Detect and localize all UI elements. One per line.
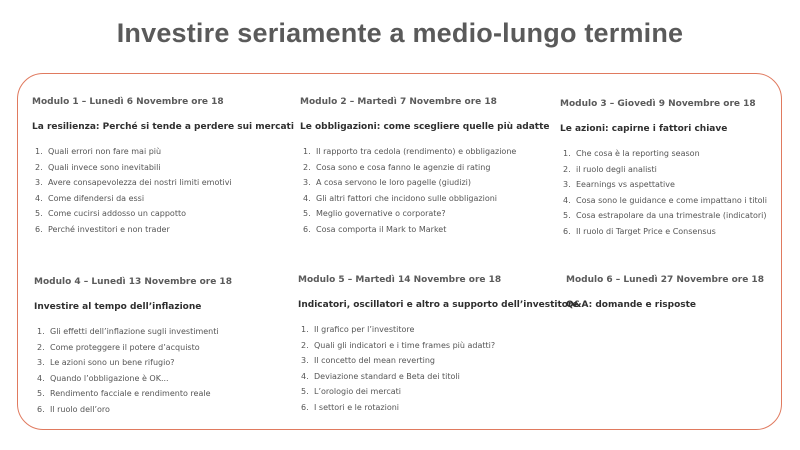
list-item [34, 402, 232, 418]
item-number: 4. [301, 371, 309, 381]
item-number: 2. [563, 164, 571, 174]
item-text: Perché investitori e non trader [48, 224, 170, 234]
list-item [560, 177, 767, 193]
item-text: Avere consapevolezza dei nostri limiti emotivi [48, 178, 232, 187]
item-text: Meglio governative o corporate? [316, 209, 446, 218]
list-item [298, 338, 579, 354]
list-item [298, 400, 579, 416]
item-text: Cosa sono e cosa fanno le agenzie di rating [316, 162, 491, 172]
item-number: 3. [37, 358, 45, 367]
item-number: 2. [37, 342, 45, 352]
item-number: 5. [35, 209, 43, 218]
module-header: Modulo 5 – Martedì 14 Novembre ore 18 [298, 275, 502, 285]
module-4 [34, 277, 232, 417]
item-number: 1. [563, 149, 571, 158]
list-item [298, 322, 579, 338]
module-topics [300, 144, 550, 237]
item-text: Il grafico per l’investitore [314, 325, 415, 334]
item-number: 5. [301, 387, 309, 396]
item-text: Quali gli indicatori e i time frames più adatti? [314, 340, 496, 350]
list-item [34, 355, 232, 371]
item-number: 3. [563, 180, 571, 189]
list-item [300, 144, 550, 160]
list-item [560, 208, 767, 224]
item-text: il ruolo degli analisti [576, 164, 657, 174]
item-number: 6. [301, 402, 309, 412]
item-text: Il rapporto tra cedola (rendimento) e obbligazione [316, 147, 517, 156]
item-text: Cosa estrapolare da una trimestrale (indicatori) [576, 211, 767, 220]
module-topics [32, 144, 294, 237]
item-number: 4. [303, 193, 311, 203]
item-number: 6. [303, 224, 311, 234]
item-number: 2. [301, 340, 309, 350]
module-1 [32, 97, 294, 237]
module-subtitle: Indicatori, oscillatori e altro a supporto dell’investitore [298, 300, 579, 310]
list-item [300, 175, 550, 191]
list-item [298, 369, 579, 385]
item-number: 2. [35, 162, 43, 172]
item-text: Quali errori non fare mai più [48, 147, 162, 156]
module-6 [566, 275, 764, 310]
item-text: A cosa servono le loro pagelle (giudizi) [316, 178, 472, 187]
module-subtitle: Investire al tempo dell’inflazione [34, 302, 202, 312]
item-text: I settori e le rotazioni [314, 402, 400, 412]
module-subtitle: Q&A: domande e risposte [566, 300, 697, 310]
module-topics [34, 324, 232, 417]
item-number: 6. [563, 226, 571, 236]
item-number: 4. [563, 195, 571, 205]
item-text: Cosa comporta il Mark to Market [316, 224, 447, 234]
module-topics [560, 146, 767, 239]
item-text: Come cucirsi addosso un cappotto [48, 209, 186, 218]
list-item [34, 340, 232, 356]
list-item [300, 222, 550, 238]
module-header: Modulo 6 – Lunedì 27 Novembre ore 18 [566, 275, 764, 285]
item-text: Cosa sono le guidance e come impattano i titoli [576, 195, 767, 205]
module-subtitle: La resilienza: Perché si tende a perdere sui mercati [32, 122, 294, 132]
item-text: Il ruolo di Target Price e Consensus [576, 226, 716, 236]
item-text: Il ruolo dell’oro [50, 404, 110, 414]
item-number: 1. [301, 325, 309, 334]
module-header: Modulo 4 – Lunedì 13 Novembre ore 18 [34, 277, 232, 287]
module-subtitle: Le azioni: capirne i fattori chiave [560, 124, 728, 134]
item-number: 1. [35, 147, 43, 156]
item-number: 3. [303, 178, 311, 187]
module-3 [560, 99, 767, 239]
module-topics [298, 322, 579, 415]
item-number: 2. [303, 162, 311, 172]
item-text: Deviazione standard e Beta dei titoli [314, 371, 460, 381]
item-text: L’orologio dei mercati [314, 387, 402, 396]
list-item [34, 324, 232, 340]
item-number: 5. [563, 211, 571, 220]
list-item [34, 386, 232, 402]
item-text: Come difendersi da essi [48, 193, 145, 203]
item-text: Quando l’obbligazione è OK... [50, 373, 169, 383]
module-header: Modulo 3 – Giovedì 9 Novembre ore 18 [560, 99, 756, 109]
list-item [300, 191, 550, 207]
list-item [298, 384, 579, 400]
item-text: Come proteggere il potere d’acquisto [50, 342, 200, 352]
list-item [32, 206, 294, 222]
list-item [560, 162, 767, 178]
item-number: 1. [37, 327, 45, 336]
list-item [298, 353, 579, 369]
item-number: 3. [35, 178, 43, 187]
list-item [32, 144, 294, 160]
item-number: 6. [35, 224, 43, 234]
item-number: 4. [37, 373, 45, 383]
list-item [560, 224, 767, 240]
item-number: 6. [37, 404, 45, 414]
module-header: Modulo 2 – Martedì 7 Novembre ore 18 [300, 97, 497, 107]
item-text: Il concetto del mean reverting [314, 356, 436, 365]
item-text: Eearnings vs aspettative [576, 180, 675, 189]
list-item [300, 160, 550, 176]
list-item [560, 146, 767, 162]
item-text: Che cosa è la reporting season [576, 149, 700, 158]
item-number: 3. [301, 356, 309, 365]
list-item [32, 191, 294, 207]
item-text: Gli effetti dell’inflazione sugli investimenti [50, 327, 219, 336]
module-2 [300, 97, 550, 237]
item-text: Quali invece sono inevitabili [48, 162, 161, 172]
list-item [32, 175, 294, 191]
module-subtitle: Le obbligazioni: come scegliere quelle più adatte [300, 122, 550, 132]
list-item [32, 222, 294, 238]
list-item [300, 206, 550, 222]
item-number: 5. [303, 209, 311, 218]
module-header: Modulo 1 – Lunedì 6 Novembre ore 18 [32, 97, 224, 107]
item-number: 1. [303, 147, 311, 156]
list-item [560, 193, 767, 209]
page-title: Investire seriamente a medio-lungo termine [116, 18, 684, 48]
item-text: Le azioni sono un bene rifugio? [50, 358, 175, 367]
module-5 [298, 275, 579, 415]
list-item [32, 160, 294, 176]
item-text: Gli altri fattori che incidono sulle obbligazioni [316, 193, 498, 203]
item-number: 5. [37, 389, 45, 398]
list-item [34, 371, 232, 387]
item-text: Rendimento facciale e rendimento reale [50, 389, 211, 398]
item-number: 4. [35, 193, 43, 203]
